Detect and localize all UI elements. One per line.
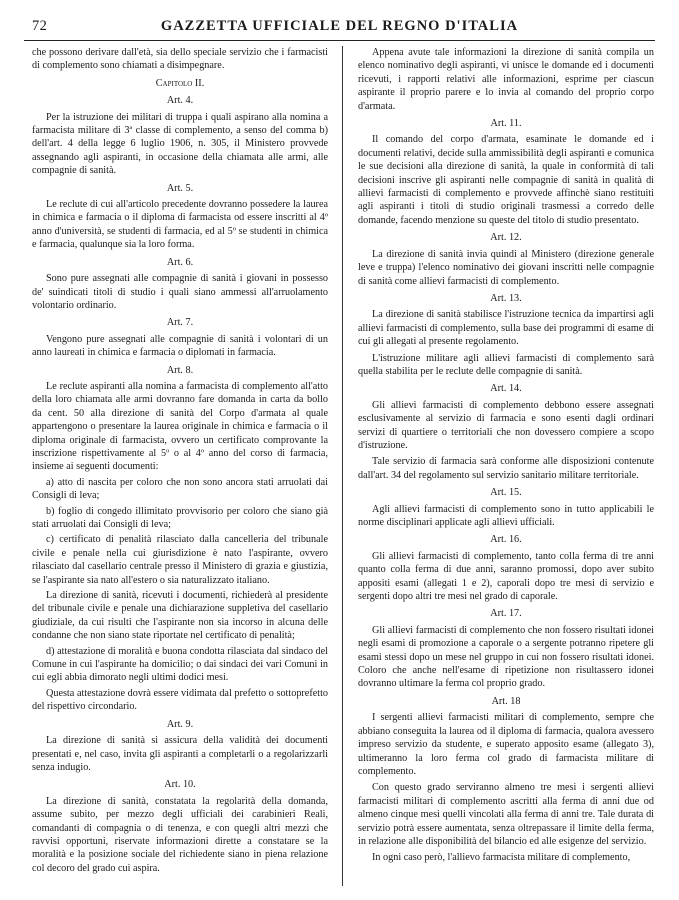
article-text: L'istruzione militare agli allievi farmacisti di complemento sarà quella stabilita per le reclute delle compagnie di sanità.	[358, 352, 654, 377]
article-text: Agli allievi farmacisti di complemento sono in tutto applicabili le norme disciplinari applicate agli allievi ufficiali.	[358, 503, 654, 528]
article-heading: Art. 15.	[490, 487, 522, 499]
list-item: d) attestazione di moralità e buona condotta rilasciata dal sindaco del Comune in cui l'aspirante ha domicilio; o dai sindaci dei vari Comuni in cui egli abbia dimorato negli ultimi dodici mesi.	[32, 645, 328, 684]
article-heading: Art. 7.	[166, 317, 194, 329]
article-heading: Art. 11.	[490, 118, 522, 130]
article-text: Con questo grado serviranno almeno tre mesi i sergenti allievi farmacisti militari di complemento ascritti alla ferma di anni due od almeno cinque mesi quelli vincolati alla ferma di anni tre. Tale durata di servizio potrà essere aumentata, senza oltrepassare il limite della ferma, in relazione alle disponibilità del bilancio ed alle esigenze del servizio.	[358, 782, 654, 847]
article-text: Tale servizio di farmacia sarà conforme alle disposizioni contenute dall'art. 34 del regolamento sul servizio sanitario militare territoriale.	[358, 456, 654, 481]
article-heading: Art. 16.	[490, 534, 522, 546]
article-text: Vengono pure assegnati alle compagnie di sanità i volontari di un anno laureati in chimica e farmacia o diplomati in farmacia.	[32, 333, 328, 359]
article-text: Il comando del corpo d'armata, esaminate le domande ed i documenti relativi, decide sulla ammissibilità degli aspiranti e comunica le sue decisioni alla direzione di sanità, la quale in conformità di tali decisioni inscrive gli aspiranti nelle compagnie di sanità in qualità di allievi farmacisti di complemento e provvede affinchè siano restituiti agli aspiranti i titoli di studio originali trasmessi a corredo delle domande, facendo menzione su queste del titolo di studio presentato.	[358, 134, 654, 226]
page-number: 72	[32, 18, 48, 34]
article-text: Gli allievi farmacisti di complemento che non fossero risultati idonei negli esami di promozione a caporale o a sergente potranno ripetere gli esami stessi dopo un mese nel gruppo in cui non fossero risultati idonei. Coloro che anche nell'esame di ripetizione non risultassero idonei dovranno ultimare la ferma col proprio grado.	[358, 624, 654, 690]
article-heading: Art. 14.	[490, 383, 522, 395]
article-text: Questa attestazione dovrà essere vidimata dal prefetto o sottoprefetto del rispettivo circondario.	[32, 687, 328, 713]
page-header	[24, 10, 655, 41]
right-column	[358, 46, 654, 886]
article-text: Le reclute di cui all'articolo precedente dovranno possedere la laurea in chimica e farmacia o il diploma di farmacista od essere inscritti al 4º anno d'università, se studenti di farmacia, ed al 5º se studenti in chimica e farmacia, qualunque sia la loro forma.	[32, 199, 328, 251]
article-heading: Art. 8.	[166, 364, 194, 376]
article-text: In ogni caso però, l'allievo farmacista militare di complemento,	[372, 852, 631, 864]
list-item: b) foglio di congedo illimitato provvisorio per coloro che siano già stati arruolati dai Consigli di leva;	[32, 505, 328, 530]
article-text: Appena avute tale informazioni la direzione di sanità compila un elenco nominativo degli aspiranti, vi unisce le domande ed i documenti ricevuti, i rapporti relativi alle informazioni, esprime per ciascun aspirante il proprio parere e lo invia al comando del proprio corpo d'armata.	[358, 47, 654, 112]
article-heading: Art. 17.	[490, 608, 522, 620]
article-text: Per la istruzione dei militari di truppa i quali aspirano alla nomina a farmacista militare di 3ª classe di complemento, a senso del comma b) dell'art. 4 della legge 6 luglio 1906, n. 305, il Ministero provvede assegnando agli aspiranti, in occasione della chiamata alle armi, alle compagnie di sanità.	[32, 111, 328, 177]
article-text: Le reclute aspiranti alla nomina a farmacista di complemento all'atto della loro chiamata alle armi dovranno fare domanda in carta da bollo da cent. 50 alla direzione di sanità del Corpo d'armata al quale appartengono o presentare la laurea originale in chimica e farmacia o il diploma originale di farmacista, ovvero un certificato comprovante la inscrizione rispettivamente al 5º o al 4º anno del corso di farmacia, insieme ai seguenti documenti:	[32, 380, 328, 473]
article-heading: Art. 13.	[490, 292, 522, 304]
article-text: La direzione di sanità si assicura della validità dei documenti presentati e, nel caso, invita gli aspiranti a completarli o a regolarizzarli senza indugio.	[32, 735, 328, 773]
intro-paragraph: che possono derivare dall'età, sia dello speciale servizio che i farmacisti di complemento sono chiamati a disimpegnare.	[32, 47, 328, 72]
list-item: a) atto di nascita per coloro che non sono ancora stati arruolati dai Consigli di leva;	[32, 476, 328, 502]
article-text: La direzione di sanità, ricevuti i documenti, richiederà al presidente del tribunale civile e penale una dichiarazione suppletiva del casellario giudiziale, da cui risulti che l'aspirante non sia incorso in alcuna delle condanne che non siano state riportate nel certificato di penalità;	[32, 590, 328, 642]
article-text: La direzione di sanità invia quindi al Ministero (direzione generale leve e truppa) l'elenco nominativo dei giovani inscritti nelle compagnie di sanità come allievi farmacisti di complemento.	[358, 248, 654, 287]
article-text: La direzione di sanità stabilisce l'istruzione tecnica da impartirsi agli allievi farmacisti di complemento, sulla base dei programmi di esame di cui gli allegati al presente regolamento.	[358, 309, 654, 348]
list-item: c) certificato di penalità rilasciato dalla cancelleria del tribunale civile e penale nella cui giurisdizione è nato l'aspirante, ovvero rilasciato dal casellario centrale presso il Ministero di grazia e giustizia, se l'aspirante sia nato all'estero o sia naturalizzato italiano.	[32, 534, 328, 586]
article-heading: Art. 4.	[166, 95, 194, 107]
column-divider	[342, 46, 343, 886]
gazette-title: GAZZETTA UFFICIALE DEL REGNO D'ITALIA	[160, 18, 519, 34]
article-heading: Art. 5.	[166, 182, 194, 194]
article-heading: Art. 12.	[490, 232, 522, 244]
article-text: Gli allievi farmacisti di complemento, tanto colla ferma di tre anni quanto colla ferma di due anni, saranno promossi, dopo aver subito appositi esami (allegati 1 e 2), caporali dopo tre mesi di servizio e sergenti dopo altri tre mesi nel grado di caporale.	[358, 550, 654, 603]
article-heading: Art. 10.	[164, 779, 196, 791]
article-heading: Art. 6.	[166, 256, 194, 268]
article-heading: Art. 9.	[166, 718, 194, 730]
article-heading: Art. 18	[491, 695, 521, 707]
chapter-heading: Capitolo II.	[155, 77, 205, 89]
article-text: I sergenti allievi farmacisti militari di complemento, sempre che abbiano conseguita la laurea od il diploma di farmacia, qualora avessero impreso servizio da studente, e superato apposito esame (allegato 3), ultimeranno la loro ferma col grado di farmacista militare di complemento.	[358, 712, 654, 777]
left-column	[32, 46, 328, 886]
article-text: Gli allievi farmacisti di complemento debbono essere assegnati esclusivamente al servizio di farmacia e sono esenti dagli ordinari servizi di quartiere o territoriali che non dovessero compiere a scopo d'istruzione.	[358, 399, 654, 451]
article-text: Sono pure assegnati alle compagnie di sanità i giovani in possesso de' suindicati titoli di studio i quali siano ammessi all'arruolamento volontario ordinario.	[32, 273, 328, 311]
article-text: La direzione di sanità, constatata la regolarità della domanda, assume subito, per mezzo degli ufficiali dei carabinieri Reali, comandanti di compagnia o di tenenza, e con quegli altri mezzi che ravvisi opportuni, riservate informazioni dirette a constatare se la moralità e la posizione sociale del richiedente siano in piena relazione col decoro del grado cui aspira.	[32, 795, 328, 874]
